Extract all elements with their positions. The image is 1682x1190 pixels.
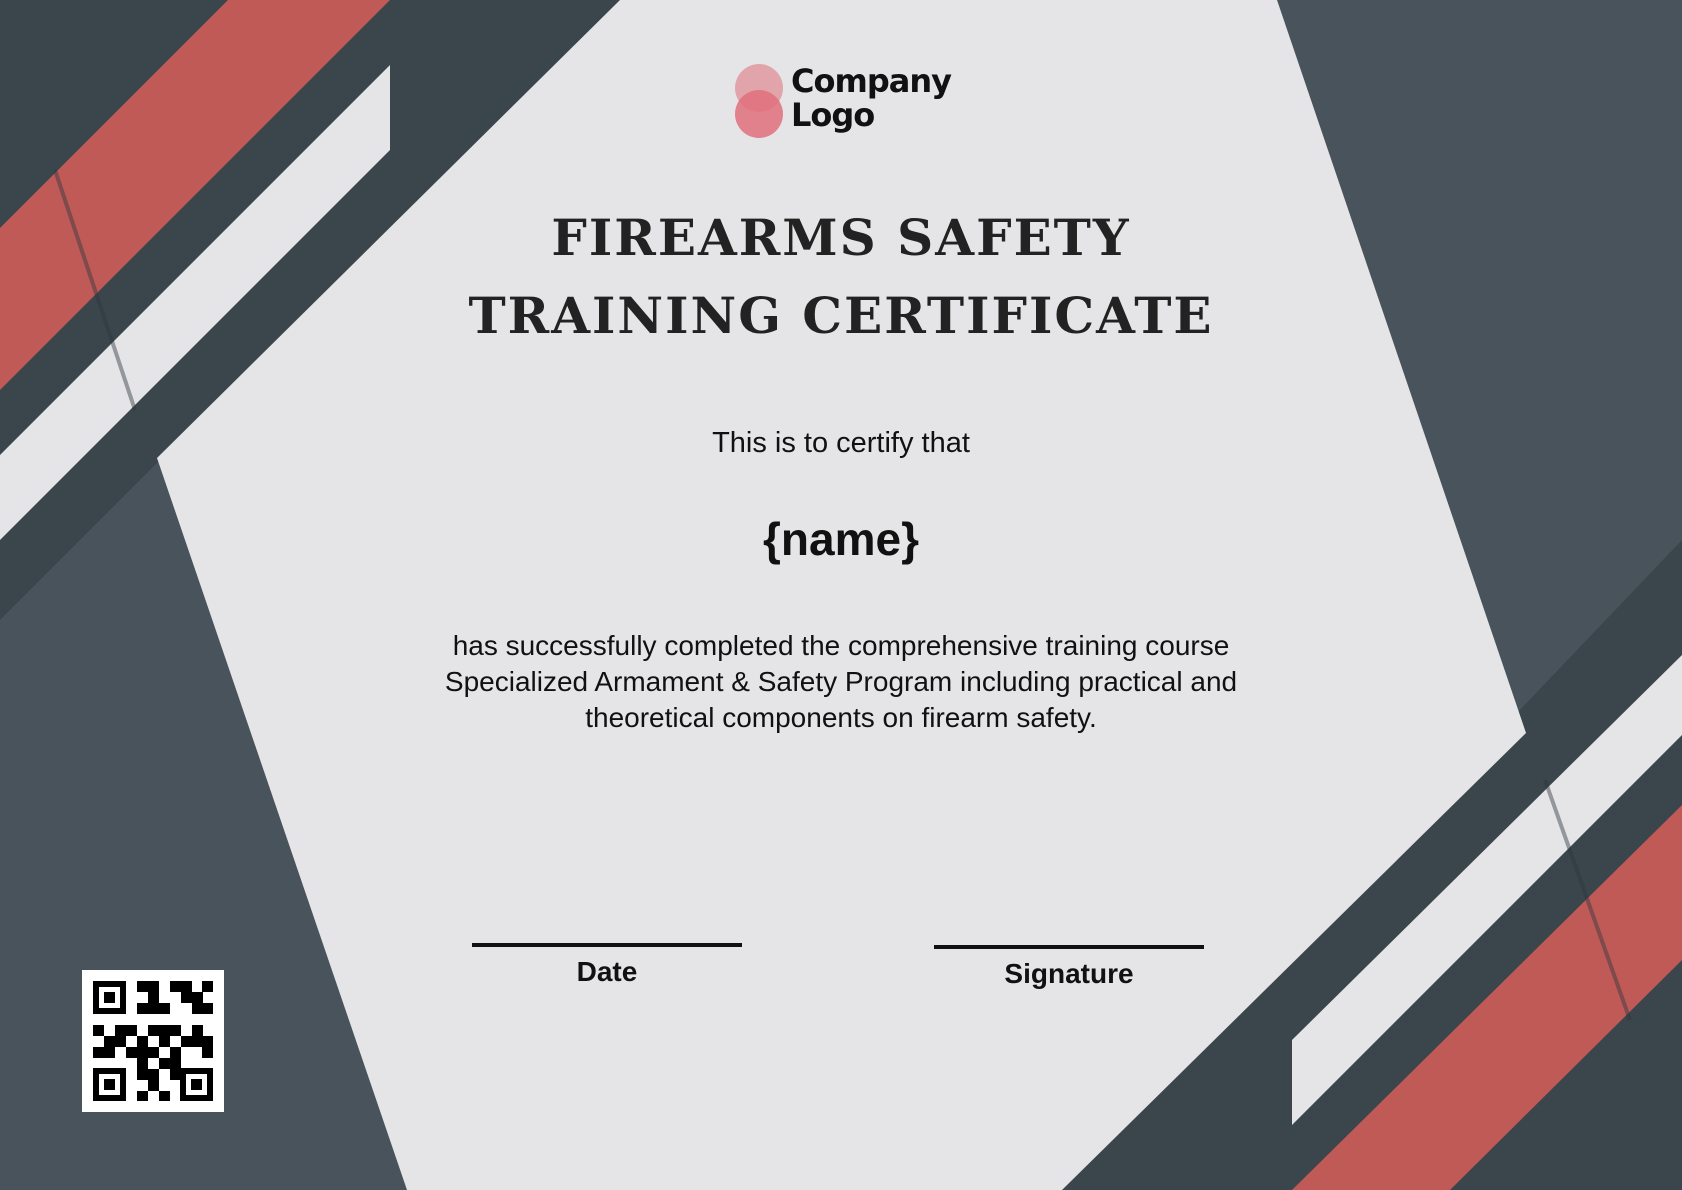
signature-line bbox=[934, 945, 1204, 949]
signature-label: Signature bbox=[1004, 958, 1134, 989]
logo-text-line2: Logo bbox=[791, 96, 875, 134]
date-line bbox=[472, 943, 742, 947]
completion-statement bbox=[400, 628, 1282, 736]
certificate-title-line2: TRAINING CERTIFICATE bbox=[468, 286, 1214, 345]
logo-text-line1: Company bbox=[791, 62, 951, 100]
completion-line2: Specialized Armament & Safety Program including practical and bbox=[444, 666, 1238, 697]
date-label: Date bbox=[576, 956, 638, 987]
overlapping-circles-logo-icon bbox=[733, 63, 785, 139]
completion-line1: has successfully completed the comprehensive training course bbox=[452, 630, 1230, 661]
company-logo bbox=[733, 60, 951, 144]
recipient-name: {name} bbox=[763, 513, 919, 565]
qr-code-icon bbox=[82, 970, 224, 1112]
certificate-title-line1: FIREARMS SAFETY bbox=[551, 208, 1131, 267]
logo-text bbox=[791, 64, 951, 132]
certify-intro: This is to certify that bbox=[712, 427, 970, 459]
completion-line3: theoretical components on firearm safety. bbox=[585, 702, 1097, 733]
